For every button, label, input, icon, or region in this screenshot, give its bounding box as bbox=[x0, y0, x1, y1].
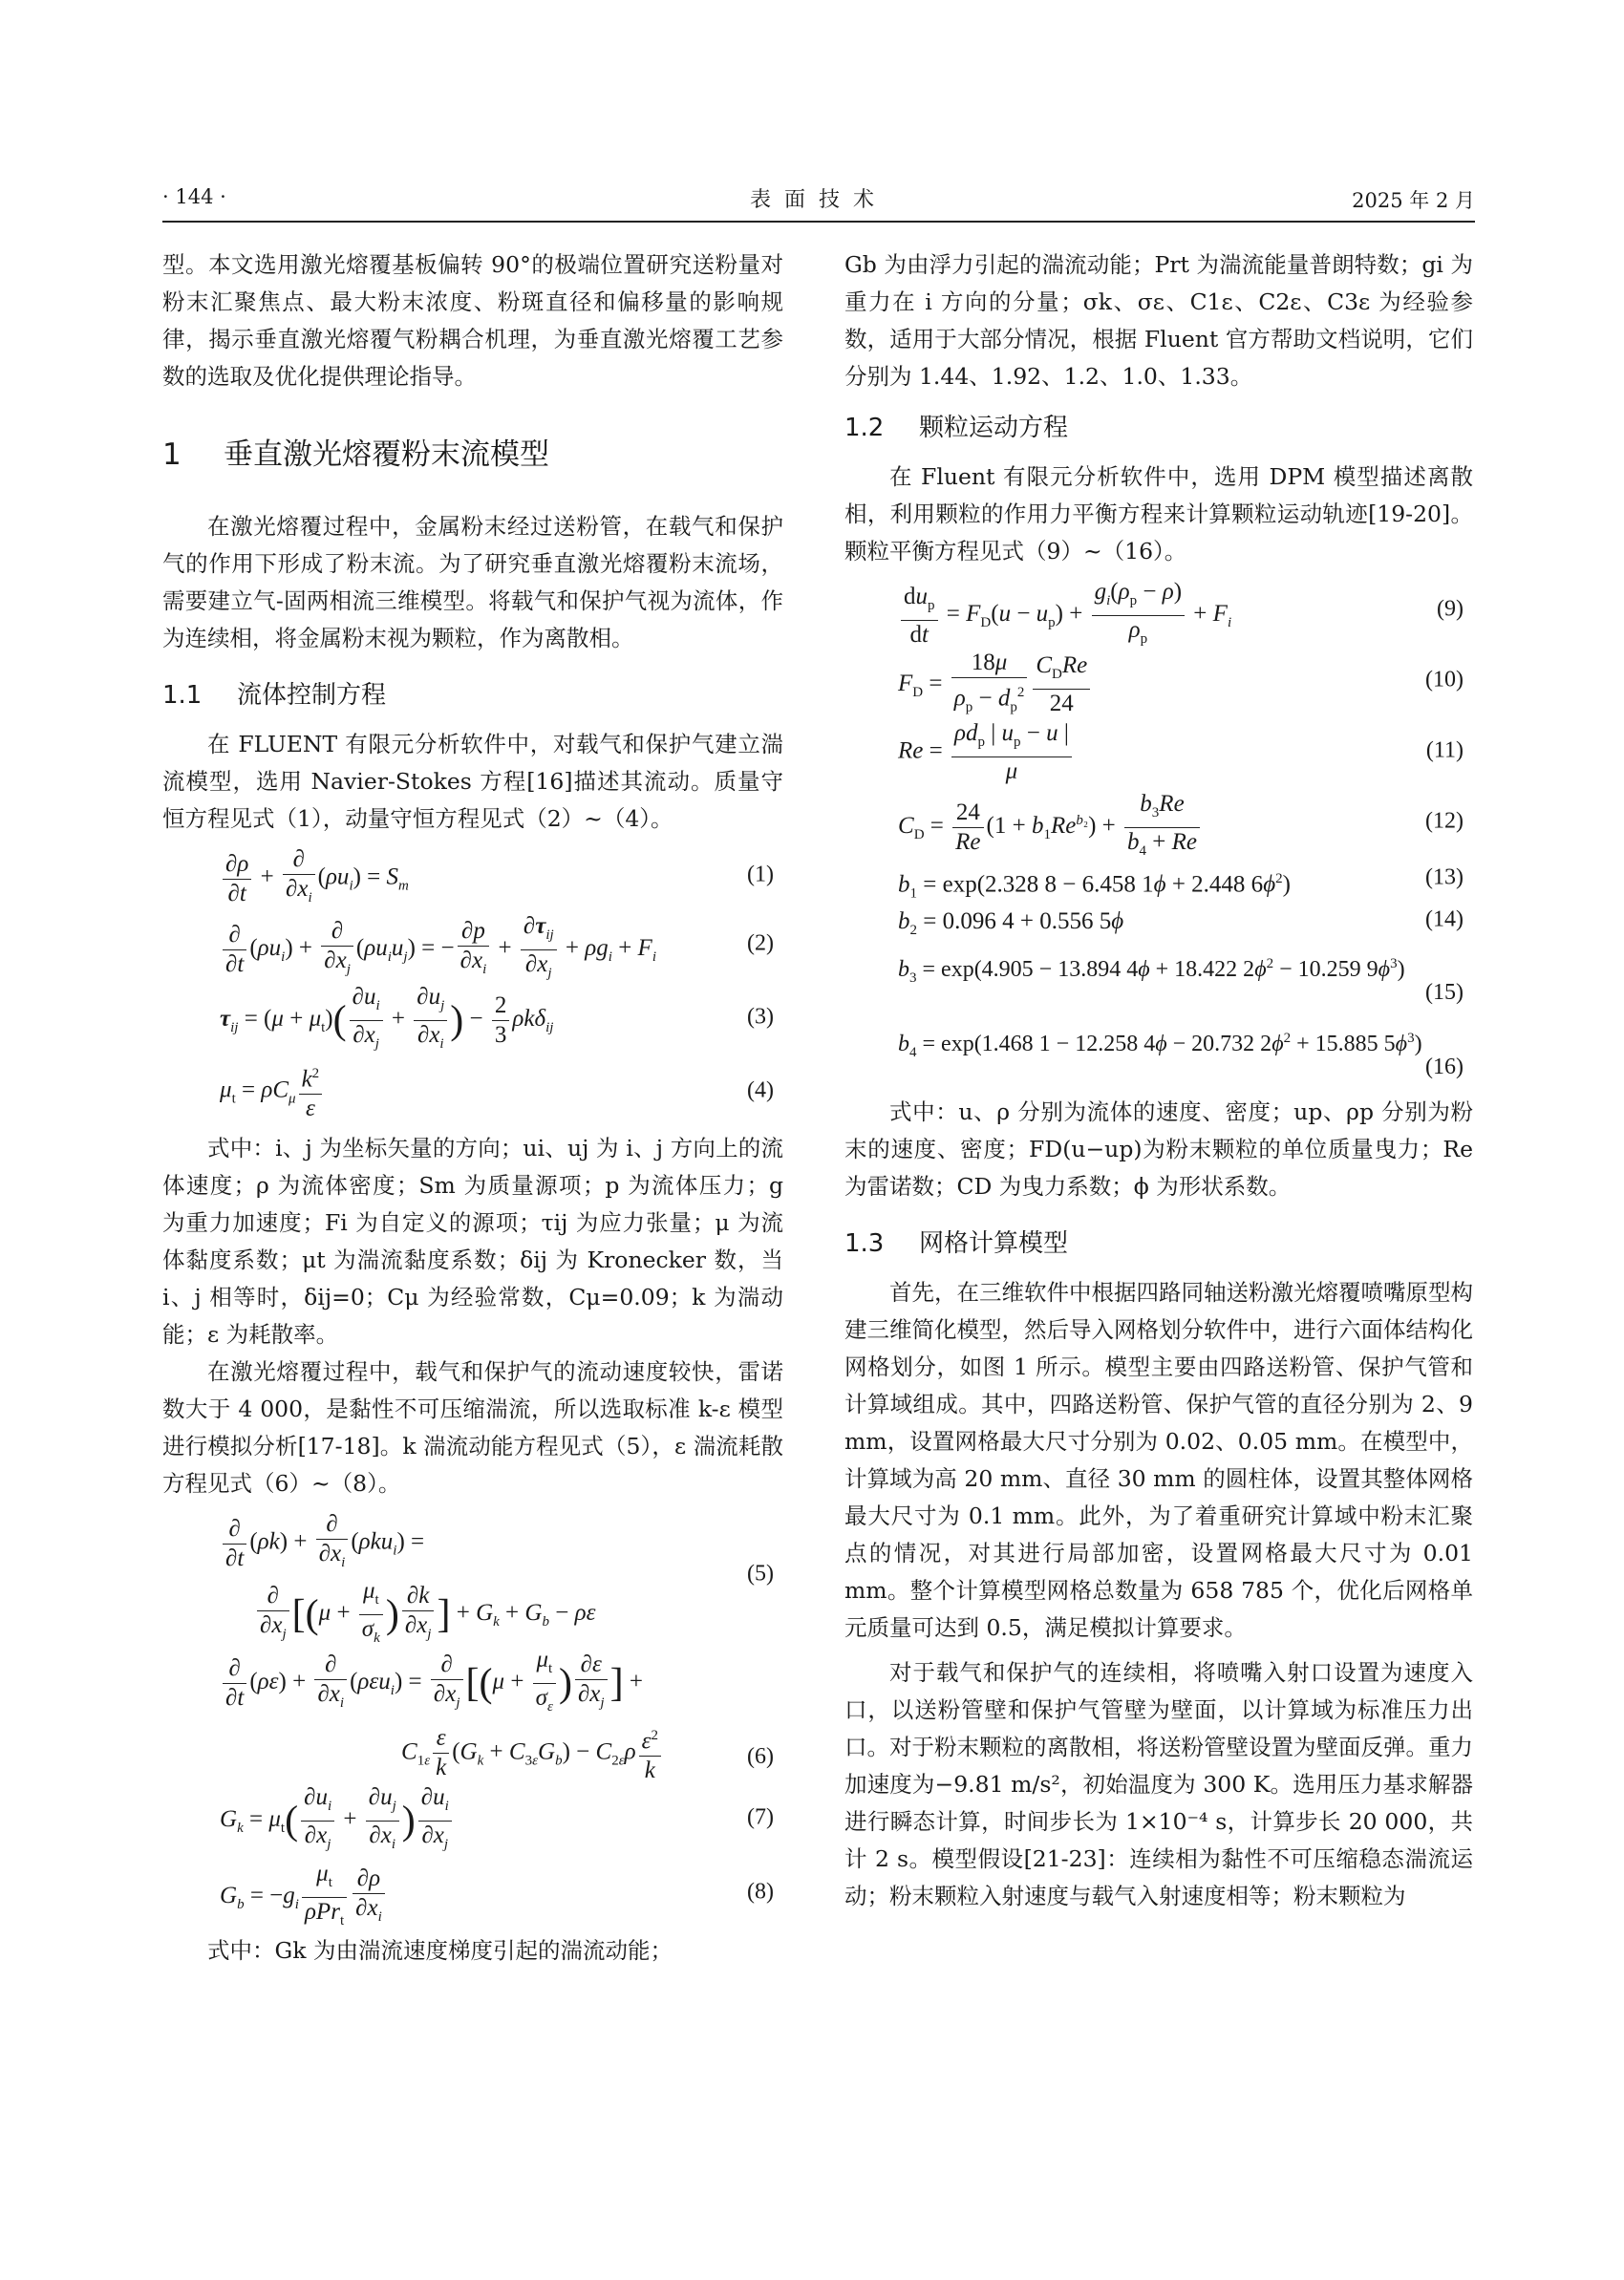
equation-number: (7) bbox=[747, 1804, 774, 1830]
header-rule bbox=[162, 221, 1475, 223]
continued-paragraph: Gb 为由浮力引起的湍流动能；Prt 为湍流能量普朗特数；gi 为重力在 i 方向的分量；σk、σε、C1ε、C2ε、C3ε 为经验参数，适用于大部分情况，根据 Fluent 官方帮助文档说明，它们分别为 1.44、1.92、1.2、1.0、1.33。 bbox=[844, 251, 1473, 390]
equation-number: (2) bbox=[747, 930, 774, 956]
equation-4: $\mu_t = \rho C_\mu$ $\frac{k^2}{\varepsilon}$ (4) bbox=[220, 1066, 774, 1122]
equation-16: $b_4 = \exp(1.468$ 1 − 12.258 4ϕ − 20.732 $2\phi^2 + 15.885$ $5\phi^3$) (16) bbox=[844, 1019, 1473, 1086]
equation-number: (16) bbox=[1425, 1055, 1464, 1079]
equation-number: (8) bbox=[747, 1879, 774, 1905]
section-title: 网格计算模型 bbox=[919, 1229, 1069, 1258]
equation-2: $\frac{\partial}{\partial t}$ $(\rho u_i)$ + $\frac{\partial}{\partial x_j}$ $(\rho u_iu_j)$ = − $\frac{\partial p}{\partial x_i}$ + $\frac{\partial\tau_{ij}}{\partial x_j}$ + $\rho g_i + F_i$ (2) bbox=[162, 912, 783, 975]
equation-number: (1) bbox=[747, 862, 774, 887]
variable-definitions-3: 式中：u、ρ 分别为流体的速度、密度；up、ρp 分别为粉末的速度、密度；FD(u−up)为粉末颗粒的单位质量曳力；Re 为雷诺数；CD 为曳力系数；ϕ 为形状系数。 bbox=[844, 1098, 1473, 1200]
equation-number: (9) bbox=[1437, 596, 1464, 622]
right-column bbox=[844, 246, 1473, 1915]
page-header bbox=[162, 178, 1475, 216]
equation-14: $b_2 = 0.096$ 4 + 0.556 5ϕ (14) bbox=[844, 903, 1473, 937]
equation-number: (15) bbox=[1425, 980, 1464, 1005]
section-1-paragraph: 在激光熔覆过程中，金属粉末经过送粉管，在载气和保护气的作用下形成了粉末流。为了研究垂直激光熔覆粉末流场，需要建立气-固两相流三维模型。将载气和保护气视为流体，作为连续相，将金属粉末视为颗粒，作为离散相。 bbox=[162, 513, 783, 651]
equation-number: (3) bbox=[747, 1004, 774, 1030]
equation-10: $F_D$ = $\frac{18\mu}{\rho_p - d_p^2}$ $\frac{C_DRe}{24}$ (10) bbox=[844, 649, 1473, 712]
intro-paragraph: 型。本文选用激光熔覆基板偏转 90°的极端位置研究送粉量对粉末汇聚焦点、最大粉末浓度、粉斑直径和偏移量的影响规律，揭示垂直激光熔覆气粉耦合机理，为垂直激光熔覆工艺参数的选取及优化提供理论指导。 bbox=[162, 251, 783, 390]
equation-5: $\frac{\partial}{\partial t}$ (ρk) + $\frac{\partial}{\partial x_i}$ (ρku$_i$) = $\frac{\partial}{\partial x_j}$ [(μ + $\frac{\mu_t}{\sigma_k}$ ) $\frac{\partial k}{\partial x_j}$ ] + $G_k + G_b - \rho\varepsilon$ (5) bbox=[162, 1510, 783, 1638]
equation-11: Re = $\frac{\rho d_p | u_p - u |}{\mu}$ (11) bbox=[898, 720, 1464, 784]
section-1-1-paragraph: 在 FLUENT 有限元分析软件中，对载气和保护气建立湍流模型，选用 Navier-Stokes 方程[16]描述其流动。质量守恒方程见式（1），动量守恒方程见式（2）~（4）。 bbox=[162, 731, 783, 832]
variable-definitions-2: 式中：Gk 为由湍流速度梯度引起的湍流动能； bbox=[207, 1937, 673, 1964]
equation-6: $\frac{\partial}{\partial t}$ (ρε) + $\frac{\partial}{\partial x_i}$ (ρεu$_i$) = $\frac{\partial}{\partial x_j}$ [(μ + $\frac{\mu_t}{\sigma_\varepsilon}$ ) $\frac{\partial\varepsilon}{\partial x_j}$ ] + $C_{1\varepsilon}$ $\frac{\varepsilon}{k}$ $(G_k + C_{3\varepsilon}G_b) - C_{2\varepsilon}\rho$ $\frac{\varepsilon^2}{k}$ (6) bbox=[162, 1646, 783, 1776]
equation-number: (14) bbox=[1425, 906, 1464, 932]
section-1-2-paragraph: 在 Fluent 有限元分析软件中，选用 DPM 模型描述离散相，利用颗粒的作用力平衡方程来计算颗粒运动轨迹[19-20]。颗粒平衡方程见式（9）~（16）。 bbox=[844, 463, 1473, 565]
section-1-3-paragraph-2: 对于载气和保护气的连续相，将喷嘴入射口设置为速度入口，以送粉管壁和保护气管壁为壁面，以计算域为标准压力出口。对于粉末颗粒的离散相，将送粉管壁设置为壁面反弹。重力加速度为−9.81 m/s²，初始温度为 300 K。选用压力基求解器进行瞬态计算，时间步长为 1×10⁻⁴ s，计算步长 20 000，共计 2 s。模型假设[21-23]：连续相为黏性不可压缩稳态湍流运动；粉末颗粒入射速度与载气入射速度相等；粉末颗粒为 bbox=[844, 1659, 1473, 1909]
equation-3: $\tau_{ij} = (\mu + \mu_t)$( $\frac{\partial u_i}{\partial x_j}$ + $\frac{\partial u_j}{\partial x_i}$ ) − $\frac{2}{3}$ ρkδ$_{ij}$ (3) bbox=[162, 983, 783, 1052]
section-number: 1 bbox=[162, 437, 182, 472]
section-number: 1.2 bbox=[844, 414, 885, 442]
equation-number: (10) bbox=[1425, 667, 1464, 693]
section-number: 1.1 bbox=[162, 681, 203, 710]
journal-title: 表面技术 bbox=[749, 188, 887, 212]
equation-9: $\frac{du_p}{dt}$ = $F_D(u - u_p)$ + $\frac{g_i(\rho_p - \rho)}{\rho_p}$ + $F_i$ (9) bbox=[844, 578, 1473, 641]
section-title: 颗粒运动方程 bbox=[919, 414, 1069, 442]
section-1-1-heading bbox=[162, 676, 783, 714]
section-title: 垂直激光熔覆粉末流模型 bbox=[224, 437, 549, 472]
equation-15: $b_3 = \exp(4.905 - 13.894$ 4ϕ + 18.422 $2\phi^2 - 10.259$ $9\phi^3$) (15) bbox=[844, 945, 1473, 1012]
section-1-3-paragraph-1: 首先，在三维软件中根据四路同轴送粉激光熔覆喷嘴原型构建三维简化模型，然后导入网格划分软件中，进行六面体结构化网格划分，如图 1 所示。模型主要由四路送粉管、保护气管和计算域组成。其中，四路送粉管、保护气管的直径分别为 2、9 mm，设置网格最大尺寸分别为 0.02、0.05 mm。在模型中，计算域为高 20 mm、直径 30 mm 的圆柱体，设置其整体网格最大尺寸为 0.1 mm。此外，为了着重研究计算域中粉末汇聚点的情况，对其进行局部加密，设置网格最大尺寸为 0.01 mm。整个计算模型网格总数量为 658 785 个，优化后网格单元质量可达到 0.5，满足模拟计算要求。 bbox=[844, 1279, 1473, 1641]
issue-date: 2025 年 2 月 bbox=[1352, 189, 1475, 212]
equation-number: (12) bbox=[1425, 808, 1464, 834]
section-1-heading bbox=[162, 434, 783, 476]
equation-1: $\frac{\partial\rho}{\partial t}$ + $\frac{\partial}{\partial x_i}$ $(\rho u_i) = S_m$ (1) bbox=[162, 845, 783, 905]
left-column bbox=[162, 246, 783, 1970]
equation-number: (13) bbox=[1425, 864, 1464, 890]
section-1-3-heading bbox=[844, 1225, 1473, 1263]
section-title: 流体控制方程 bbox=[237, 681, 387, 710]
equation-8: $G_b = -g_i$ $\frac{\mu_t}{\rho Pr_t}$ $\frac{\partial\rho}{\partial x_i}$ (8) bbox=[162, 1860, 783, 1925]
equation-number: (4) bbox=[747, 1077, 774, 1103]
equation-7: $G_k = \mu_t$( $\frac{\partial u_i}{\partial x_j}$ + $\frac{\partial u_j}{\partial x_i}$ ) $\frac{\partial u_i}{\partial x_j}$ (7) bbox=[162, 1783, 783, 1852]
variable-definitions-1: 式中：i、j 为坐标矢量的方向；ui、uj 为 i、j 方向上的流体速度；ρ 为流体密度；Sm 为质量源项；p 为流体压力；g 为重力加速度；Fi 为自定义的源项；τij 为应力张量；μ 为流体黏度系数；μt 为湍流黏度系数；δij 为 Kronecker 数，当 i、j 相等时，δij=0；Cμ 为经验常数，Cμ=0.09；k 为湍动能；ε 为耗散率。 bbox=[162, 1135, 783, 1348]
section-1-2-heading bbox=[844, 409, 1473, 447]
equation-12: $C_D$ = $\frac{24}{Re}$ $(1 + b_1Re^{b_2})$ + $\frac{b_3Re}{b_4 + Re}$ (12) bbox=[844, 790, 1473, 853]
k-epsilon-paragraph: 在激光熔覆过程中，载气和保护气的流动速度较快，雷诺数大于 4 000，是黏性不可压缩湍流，所以选取标准 k-ε 模型进行模拟分析[17-18]。k 湍流动能方程见式（5），ε 湍流耗散方程见式（6）~（8）。 bbox=[162, 1358, 783, 1497]
section-number: 1.3 bbox=[844, 1229, 885, 1258]
equation-number: (5) bbox=[747, 1561, 774, 1587]
equation-13: $b_1 = \exp(2.328$ 8 − 6.458 1ϕ + 2.448 $6\phi^2$) (13) bbox=[844, 861, 1473, 895]
equation-number: (6) bbox=[747, 1744, 774, 1769]
page-number: · 144 · bbox=[162, 185, 226, 208]
equation-number: (11) bbox=[1425, 737, 1464, 763]
